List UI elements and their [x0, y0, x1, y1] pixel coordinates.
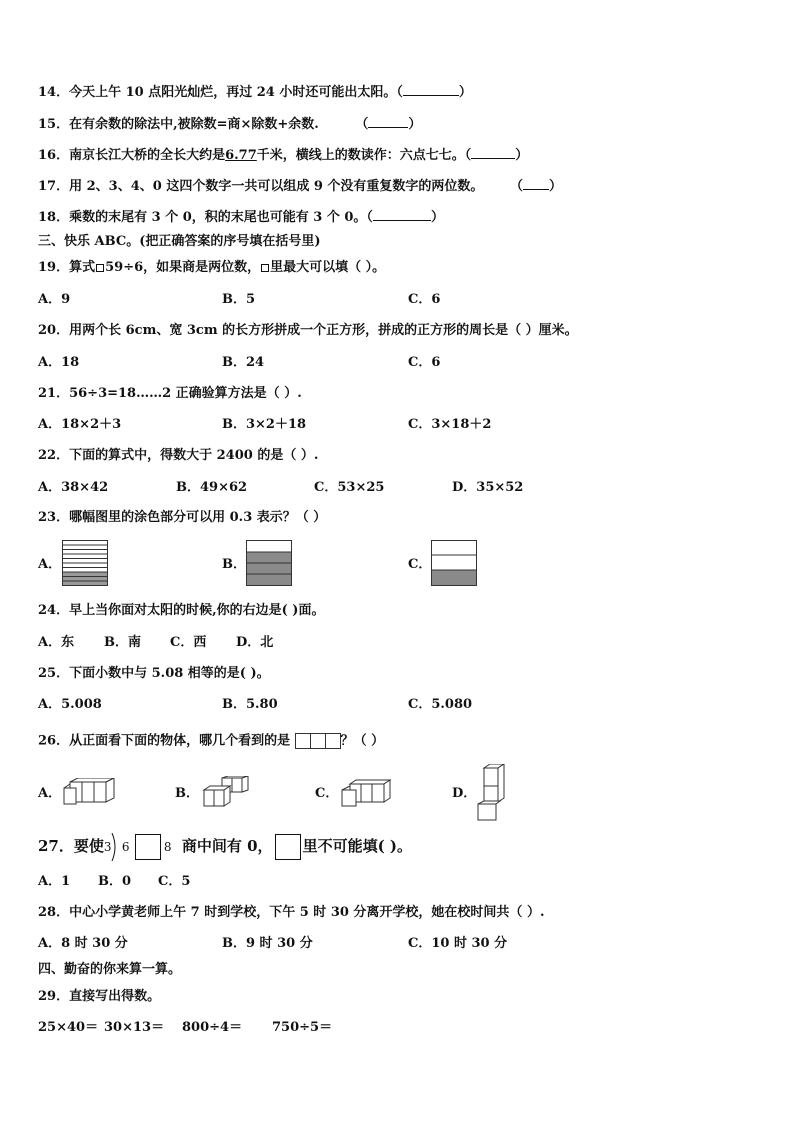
q21-option-b[interactable]: B．3×2＋18 — [222, 417, 307, 432]
q23-option-b[interactable]: B． — [222, 557, 246, 572]
q28-option-b[interactable]: B．9 时 30 分 — [222, 936, 313, 951]
q18-text: 乘数的末尾有 3 个 0，积的末尾也可能有 3 个 0。（ — [69, 210, 373, 225]
q28-option-c[interactable]: C．10 时 30 分 — [408, 936, 508, 951]
q19-option-a[interactable]: A．9 — [38, 292, 71, 307]
q21-number: 21． — [38, 386, 70, 401]
q27-option-b[interactable]: B．0 — [98, 874, 132, 889]
q22-option-d[interactable]: D．35×52 — [452, 480, 524, 495]
q29-expression-1: 25×40＝ — [38, 1020, 99, 1035]
q14-close: ） — [458, 85, 472, 100]
q19-post: 59÷6，如果商是两位数， — [105, 260, 261, 275]
q18-answer-blank[interactable] — [373, 208, 431, 221]
question-17 — [38, 177, 562, 195]
q29-expression-4: 750÷5＝ — [272, 1020, 333, 1035]
q14-text: 今天上午 10 点阳光灿烂，再过 24 小时还可能出太阳。（ — [69, 85, 403, 100]
q24-option-d[interactable]: D．北 — [236, 635, 274, 650]
q24-option-b[interactable]: B．南 — [104, 635, 141, 650]
q27-divisor: 3 — [103, 840, 112, 854]
q26-option-c[interactable]: C． — [315, 786, 339, 801]
q15-number: 15． — [38, 117, 70, 132]
q26-figure-a-cubes — [62, 778, 118, 808]
q23-figure-c-three-strips — [431, 540, 477, 586]
q29-expression-3: 800÷4＝ — [182, 1020, 243, 1035]
q25-option-a[interactable]: A．5.008 — [38, 697, 102, 712]
question-25 — [38, 666, 270, 682]
question-28 — [38, 905, 544, 921]
question-19 — [38, 260, 385, 276]
q23-option-c[interactable]: C． — [408, 557, 432, 572]
q26-three-squares-view — [295, 733, 341, 749]
q26-figure-b-cubes — [200, 776, 250, 810]
q26-option-d[interactable]: D． — [452, 786, 477, 801]
question-23 — [38, 510, 326, 526]
q16-answer-blank[interactable] — [471, 146, 515, 159]
q19-number: 19． — [38, 260, 70, 275]
q22-text: 下面的算式中，得数大于 2400 的是（ ）. — [69, 448, 319, 463]
q14-answer-blank[interactable] — [403, 83, 459, 96]
question-21 — [38, 386, 302, 402]
q17-answer-blank[interactable] — [523, 177, 549, 190]
question-14 — [38, 83, 472, 101]
question-20 — [38, 323, 578, 339]
q18-number: 18． — [38, 210, 70, 225]
q16-close: ） — [515, 148, 529, 163]
q27-long-division — [104, 833, 182, 861]
q26-option-a[interactable]: A． — [38, 786, 62, 801]
q22-number: 22． — [38, 448, 70, 463]
q20-number: 20． — [38, 323, 70, 338]
q26-figure-d-stacked-cubes — [476, 764, 506, 822]
q27-dividend-first-digit: 6 — [121, 840, 130, 854]
q22-option-a[interactable]: A．38×42 — [38, 480, 109, 495]
q21-text: 56÷3=18……2 正确验算方法是（ ）. — [69, 386, 302, 401]
q26-text: 从正面看下面的物体，哪几个看到的是 — [69, 733, 291, 749]
section-4-heading: 四、勤奋的你来算一算。 — [38, 962, 182, 977]
question-16 — [38, 146, 528, 164]
q27-option-a[interactable]: A．1 — [38, 874, 71, 889]
q27-blank-square-ref — [275, 834, 301, 860]
q23-figure-b-four-strips — [246, 540, 292, 586]
q15-answer-blank[interactable] — [368, 115, 408, 128]
q25-text: 下面小数中与 5.08 相等的是( )。 — [69, 666, 270, 681]
q24-option-a[interactable]: A．东 — [38, 635, 75, 650]
question-24 — [38, 603, 324, 619]
q15-text: 在有余数的除法中,被除数=商×除数+余数. — [69, 117, 319, 132]
q19-pre: 算式 — [69, 260, 96, 275]
q24-number: 24． — [38, 603, 70, 618]
question-18 — [38, 208, 444, 226]
q24-option-c[interactable]: C．西 — [170, 635, 207, 650]
question-26 — [38, 733, 384, 750]
q21-option-c[interactable]: C．3×18＋2 — [408, 417, 492, 432]
question-29 — [38, 989, 160, 1005]
q19-post2: 里最大可以填（ ）。 — [270, 260, 386, 275]
q27-option-c[interactable]: C．5 — [158, 874, 191, 889]
q26-figure-c-cubes — [340, 778, 392, 810]
question-27 — [38, 832, 412, 860]
q24-text: 早上当你面对太阳的时候,你的右边是( )面。 — [69, 603, 325, 618]
q27-mid: 商中间有 0， — [181, 837, 273, 855]
q20-option-c[interactable]: C．6 — [408, 355, 441, 370]
q28-option-a[interactable]: A．8 时 30 分 — [38, 936, 128, 951]
q20-option-a[interactable]: A．18 — [38, 355, 80, 370]
q15-open: （ — [355, 117, 369, 132]
q19-option-b[interactable]: B．5 — [222, 292, 256, 307]
q25-option-c[interactable]: C．5.080 — [408, 697, 473, 712]
q29-expression-2: 30×13＝ — [104, 1020, 165, 1035]
q26-number: 26． — [38, 733, 70, 749]
q23-text: 哪幅图里的涂色部分可以用 0.3 表示？（ ） — [69, 510, 327, 525]
q16-number: 16． — [38, 148, 70, 163]
q23-figure-a-ten-strips — [62, 540, 108, 586]
q29-text: 直接写出得数。 — [69, 989, 161, 1004]
q23-option-a[interactable]: A． — [38, 557, 62, 572]
q29-number: 29． — [38, 989, 70, 1004]
q25-number: 25． — [38, 666, 70, 681]
question-15 — [38, 115, 421, 133]
q16-underlined-number: 6.77 — [225, 148, 257, 163]
q17-number: 17． — [38, 179, 70, 194]
q20-option-b[interactable]: B．24 — [222, 355, 265, 370]
q27-blank-square[interactable] — [135, 834, 161, 860]
q27-number: 27． — [38, 837, 74, 855]
q25-option-b[interactable]: B．5.80 — [222, 697, 278, 712]
q16-pre: 南京长江大桥的全长大约是 — [69, 148, 226, 163]
q27-division-bracket — [111, 833, 119, 861]
q18-close: ） — [430, 210, 444, 225]
q19-square-box — [96, 264, 104, 272]
q23-number: 23． — [38, 510, 70, 525]
q17-text: 用 2、3、4、0 这四个数字一共可以组成 9 个没有重复数字的两位数。 — [69, 179, 484, 194]
q22-option-c[interactable]: C．53×25 — [314, 480, 385, 495]
q17-close: ） — [548, 179, 562, 194]
q27-post: 里不可能填( )。 — [302, 837, 412, 855]
q26-option-b[interactable]: B． — [175, 786, 199, 801]
q22-option-b[interactable]: B．49×62 — [176, 480, 248, 495]
q16-post: 千米，横线上的数读作：六点七七。（ — [256, 148, 472, 163]
q27-dividend-last-digit: 8 — [163, 840, 172, 854]
q21-option-a[interactable]: A．18×2＋3 — [38, 417, 122, 432]
q14-number: 14． — [38, 85, 70, 100]
q17-open: （ — [509, 179, 523, 194]
question-22 — [38, 448, 318, 464]
q19-option-c[interactable]: C．6 — [408, 292, 441, 307]
q27-pre: 要使 — [73, 837, 104, 855]
q28-number: 28． — [38, 905, 70, 920]
q19-square-box-2 — [261, 264, 269, 272]
q20-text: 用两个长 6cm、宽 3cm 的长方形拼成一个正方形，拼成的正方形的周长是（ ）厘米。 — [69, 323, 578, 338]
section-3-heading: 三、快乐 ABC。(把正确答案的序号填在括号里) — [38, 234, 321, 249]
q28-text: 中心小学黄老师上午 7 时到学校，下午 5 时 30 分离开学校，她在校时间共（ ）. — [69, 905, 545, 920]
q26-post: ？（ ） — [340, 733, 385, 749]
q15-close: ） — [408, 117, 422, 132]
